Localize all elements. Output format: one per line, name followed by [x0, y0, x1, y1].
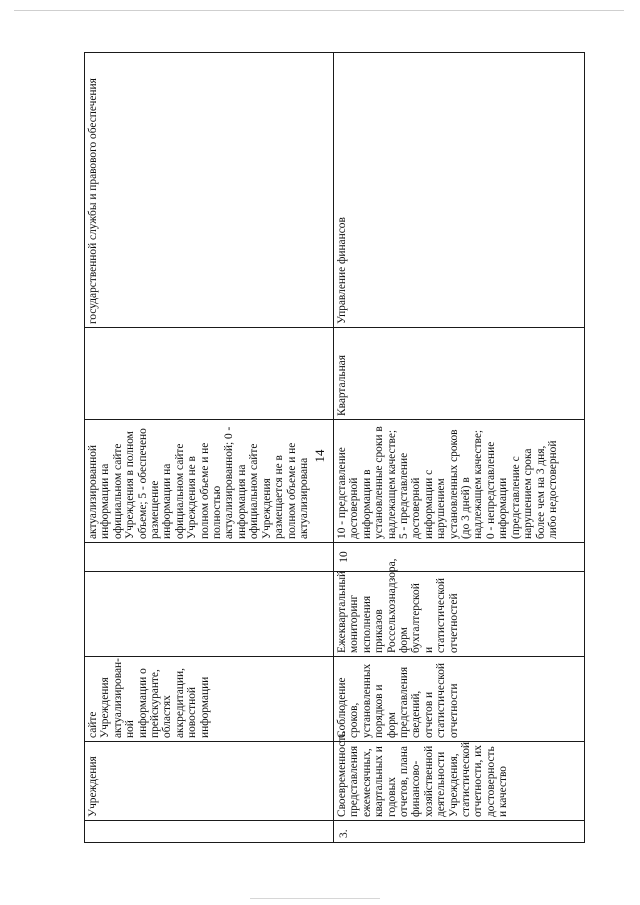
scoring-cell: 10 - представление достоверной информации в установленные сроки в надлежащем качестве; 5 - представление достоверной информации с нарушением установленных сроков (до 3 дней) в надлежащем качестве; 0 - непредставление информации (представление с нарушением срока более чем на 3 дня, либо недостоверной [334, 420, 585, 543]
max-points-cell [85, 543, 334, 572]
table-row [334, 53, 585, 843]
row-number-cell [334, 821, 585, 843]
responsible-cell: государственной службы и правового обеспечения [85, 53, 334, 328]
row-number [85, 821, 334, 843]
indicator-name: Своевременность представления ежемесячных, квартальных и годовых отчетов, плана финансово-хозяйственной деятельности Учреждения, статистической отчетности, их достоверность и качество [334, 742, 585, 821]
criteria-cell: сайте Учреждения актуализирован-ной информации о прейскуранте, областях аккредитации, новостной информации [85, 657, 334, 742]
criteria-table [84, 52, 585, 843]
method-cell: Ежеквартальный мониторинг исполнения приказов Россельхознадзора, форм бухгалтерской и статистической отчетностей [334, 572, 585, 657]
rotated-table-sheet [84, 53, 582, 843]
responsible-cell: Управление финансов [334, 53, 585, 328]
scan-edge-line-bottom [250, 898, 380, 899]
table-row [85, 53, 334, 843]
periodicity-cell: Квартальная [334, 328, 585, 420]
row-number: 3. [338, 829, 350, 838]
method-cell [85, 572, 334, 657]
periodicity-cell [85, 328, 334, 420]
indicator-name: Учреждения [85, 742, 334, 821]
criteria-cell: Соблюдение сроков, установленных порядков и форм представления сведений, отчетов и статистической отчетности [334, 657, 585, 742]
page-number: 14 [312, 449, 327, 463]
max-points-cell: 10 [334, 543, 585, 572]
scan-edge-line [14, 10, 624, 11]
scoring-cell: актуализированной информации на официальном сайте Учреждения в полном объеме; 5 - обеспечено размещение информации на официальном сайте Учреждения не в полном объеме и не полностью актуализированной; 0 - информация на официальном сайте Учреждения размещается не в полном объеме и не актуализирована [85, 420, 334, 543]
